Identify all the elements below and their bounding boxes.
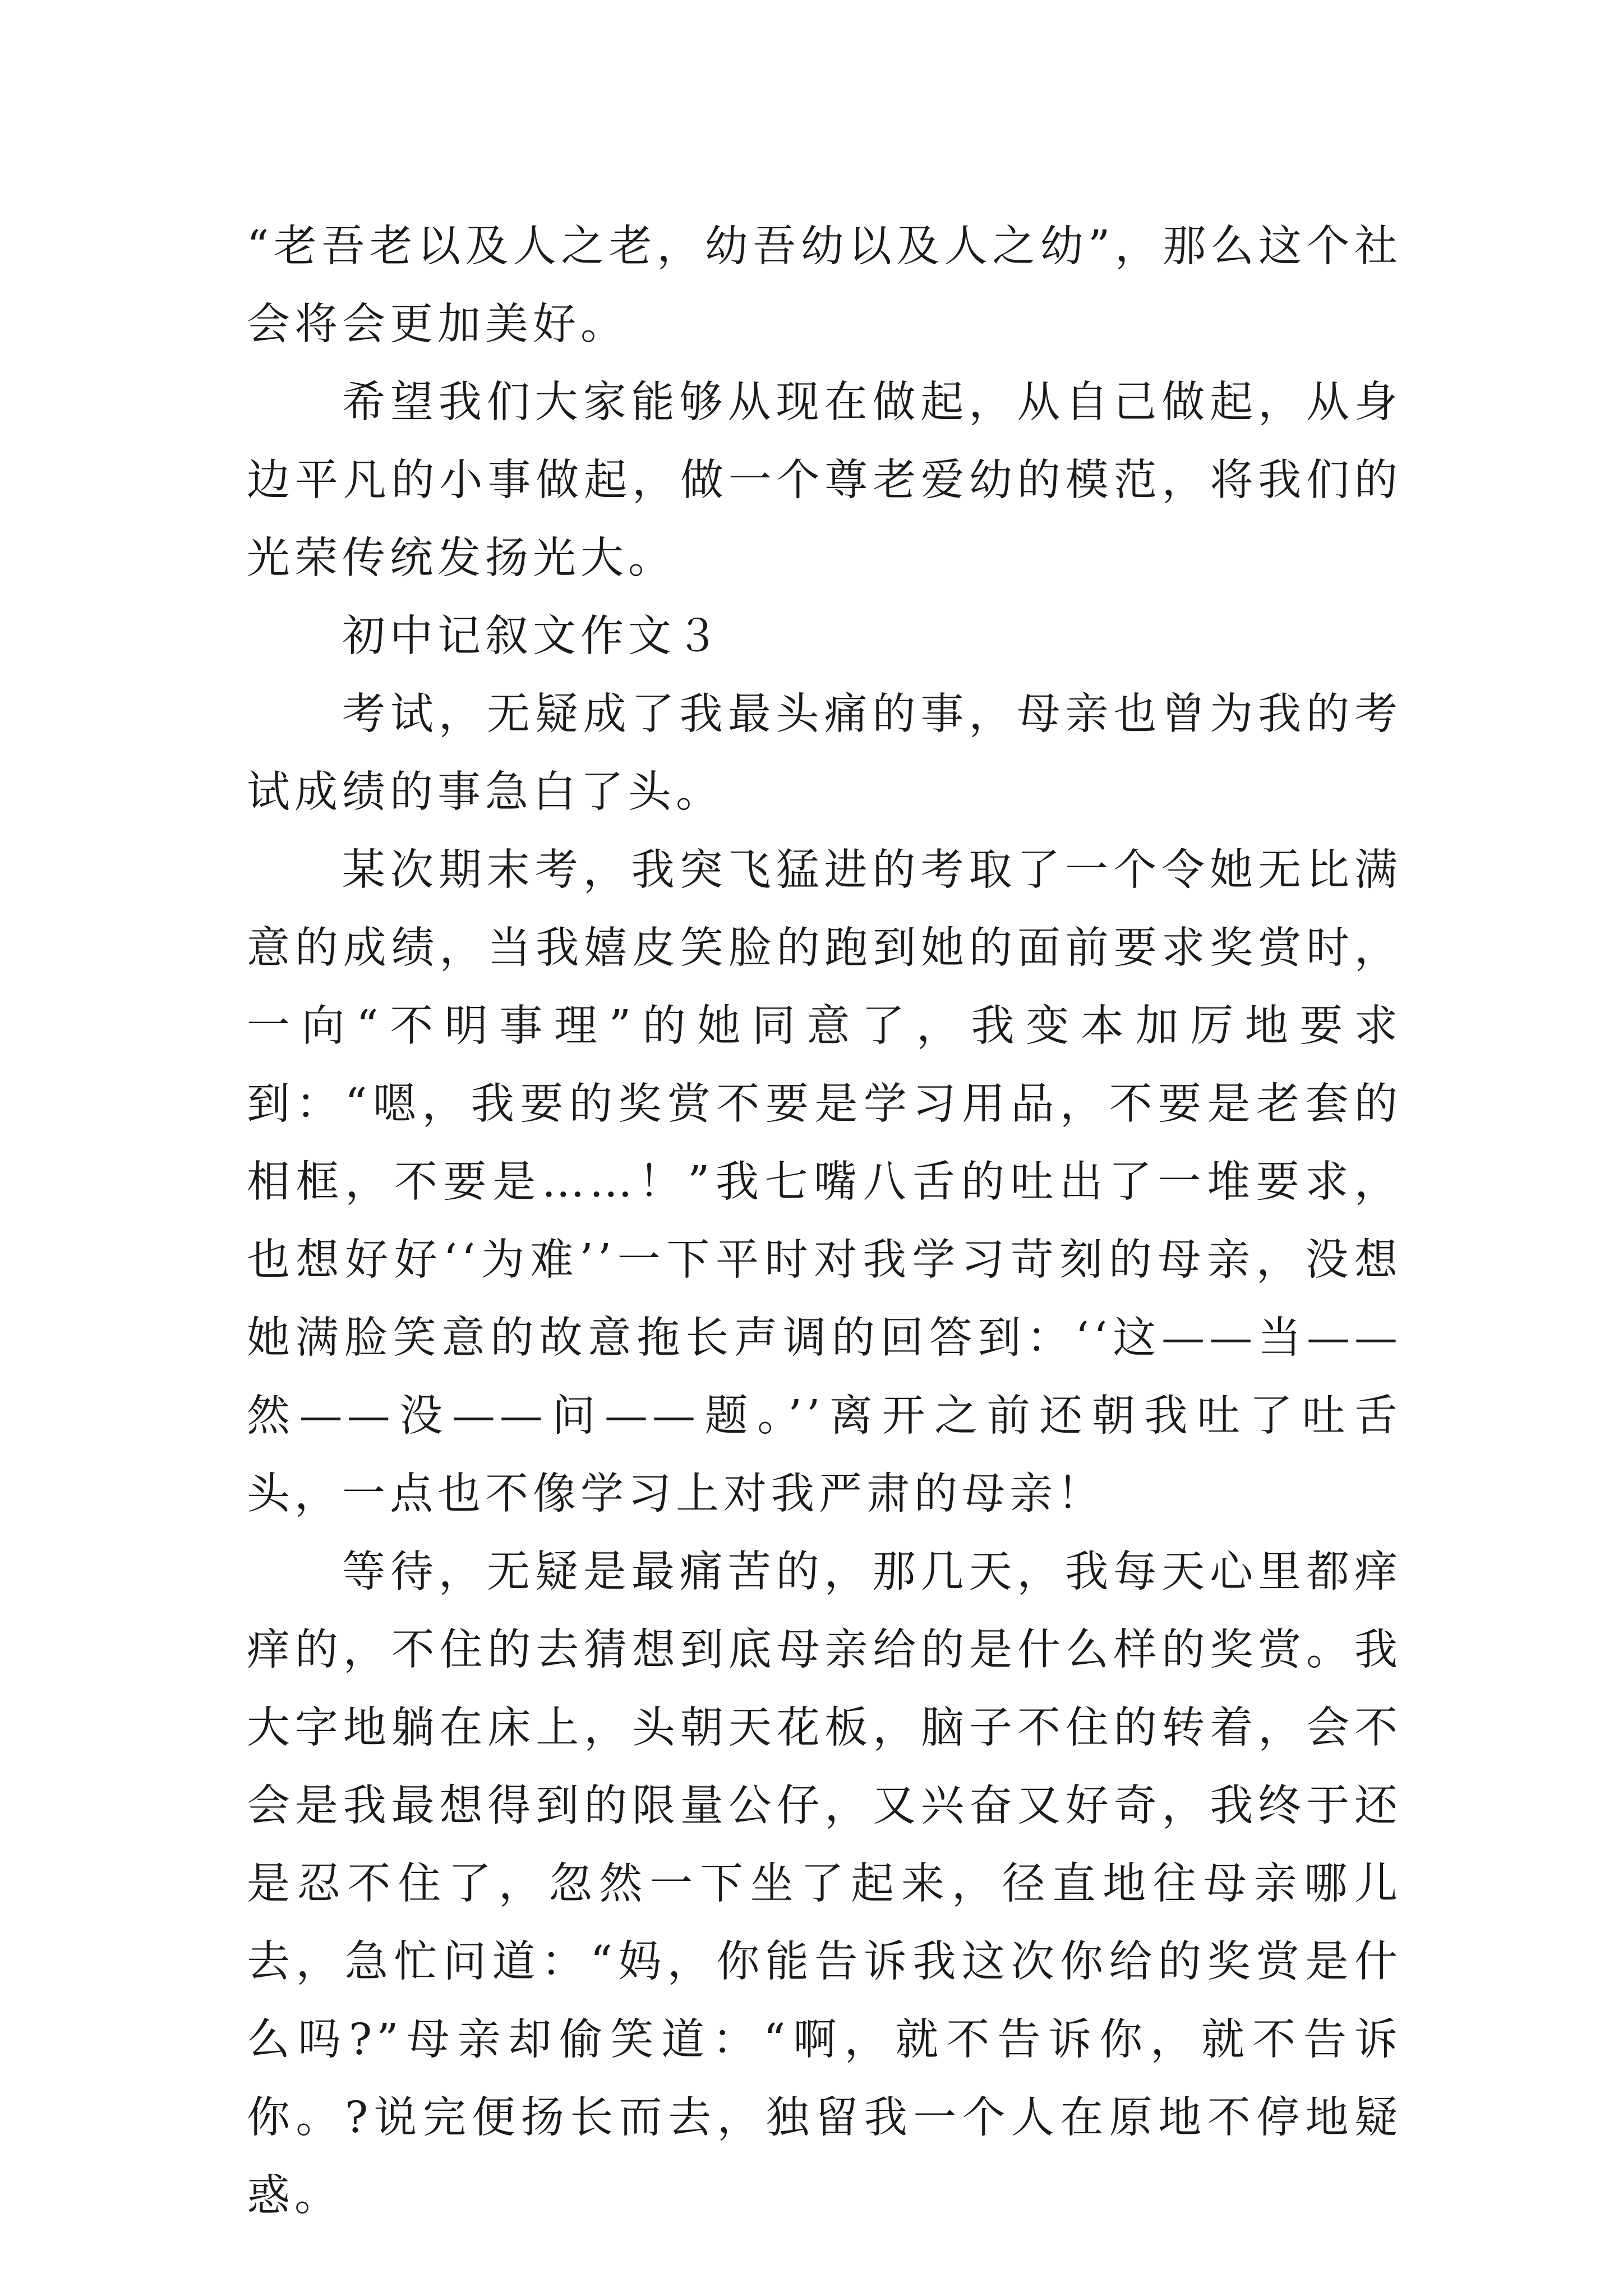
- paragraph-reward-request: 某次期末考，我突飞猛进的考取了一个令她无比满意的成绩，当我嬉皮笑脸的跑到她的面前要求奖赏时，一向“不明事理”的她同意了，我变本加厉地要求到：“嗯，我要的奖赏不要是学习用品，不要是老套的相框，不要是……！”我七嘴八舌的吐出了一堆要求，也想好好‘‘为难’’一下平时对我学习苛刻的母亲，没想她满脸笑意的故意拖长声调的回答到：‘‘这——当——然——没——问——题。’’离开之前还朝我吐了吐舌头，一点也不像学习上对我严肃的母亲！: [247, 845, 1402, 1519]
- paragraph-exam: 考试，无疑成了我最头痛的事，母亲也曾为我的考试成绩的事急白了头。: [247, 689, 1402, 817]
- paragraph-waiting: 等待，无疑是最痛苦的，那几天，我每天心里都痒痒的，不住的去猜想到底母亲给的是什么样的奖赏。我大字地躺在床上，头朝天花板，脑子不住的转着，会不会是我最想得到的限量公仔，又兴奋又好奇，我终于还是忍不住了，忽然一下坐了起来，径直地往母亲哪儿去，急忙问道：“妈，你能告诉我这次你给的奖赏是什么吗?”母亲却偷笑道：“啊，就不告诉你，就不告诉你。?说完便扬长而去，独留我一个人在原地不停地疑惑。: [247, 1547, 1402, 2221]
- document-body: [247, 208, 1402, 2235]
- essay-heading: 初中记叙文作文３: [342, 611, 723, 661]
- paragraph-hope: 希望我们大家能够从现在做起，从自己做起，从身边平凡的小事做起，做一个尊老爱幼的模范，将我们的光荣传统发扬光大。: [247, 378, 1402, 583]
- paragraph-opening-quote: “老吾老以及人之老，幼吾幼以及人之幼”，那么这个社会将会更加美好。: [247, 222, 1402, 349]
